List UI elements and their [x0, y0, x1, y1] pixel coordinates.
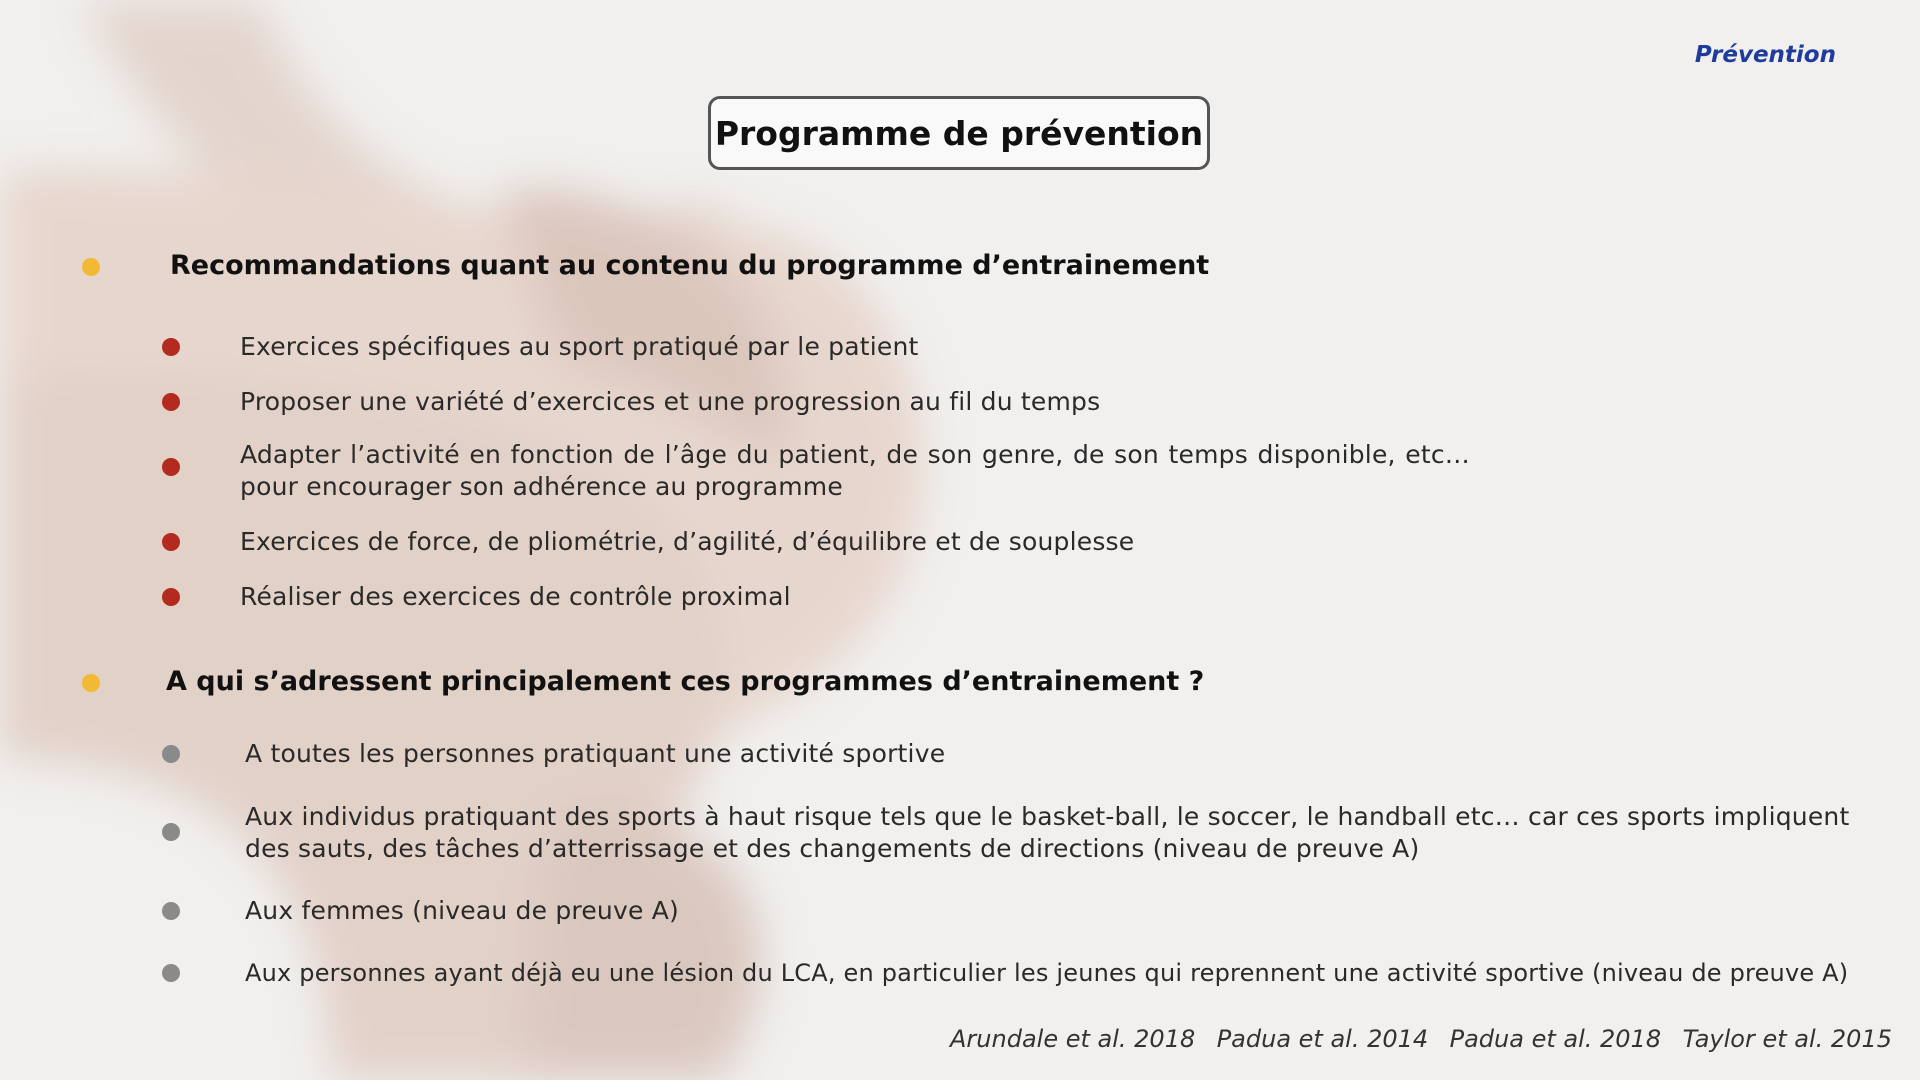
page-title: Programme de prévention [714, 113, 1204, 153]
bullet-yellow [82, 258, 100, 276]
reference: Taylor et al. 2015 [1682, 1025, 1892, 1053]
section2-heading: A qui s’adressent principalement ces programmes d’entrainement ? [166, 666, 1205, 697]
reference: Padua et al. 2014 [1216, 1025, 1429, 1053]
bullet-red [162, 393, 180, 411]
section2-item-2: Aux individus pratiquant des sports à haut risque tels que le basket-ball, le soccer, le handball etc… car ces sports impliquent des sauts, des tâches d’atterrissage et des changements de directions (niveau de preuve A) [245, 802, 1850, 863]
bullet-grey [162, 902, 180, 920]
bullet-yellow [82, 674, 100, 692]
bullet-grey [162, 745, 180, 763]
section1-item-5: Réaliser des exercices de contrôle proximal [240, 582, 791, 611]
section2-item-4: Aux personnes ayant déjà eu une lésion du LCA, en particulier les jeunes qui reprennent une activité sportive (niveau de preuve A) [245, 959, 1849, 987]
bullet-red [162, 533, 180, 551]
section1-item-4: Exercices de force, de pliométrie, d’agilité, d’équilibre et de souplesse [240, 527, 1135, 556]
section-tag: Prévention [1694, 42, 1836, 68]
section1-item-2: Proposer une variété d’exercices et une progression au fil du temps [240, 387, 1101, 416]
reference: Arundale et al. 2018 [950, 1025, 1196, 1053]
bullet-grey [162, 964, 180, 982]
section1-item-1: Exercices spécifiques au sport pratiqué par le patient [240, 332, 919, 361]
bullet-red [162, 338, 180, 356]
section2-item-1: A toutes les personnes pratiquant une activité sportive [245, 739, 946, 768]
section1-item-3: Adapter l’activité en fonction de l’âge du patient, de son genre, de son temps disponible, etc… pour encourager son adhérence au programme [240, 440, 1470, 501]
title-box [708, 96, 1210, 170]
section1-heading: Recommandations quant au contenu du programme d’entrainement [170, 250, 1210, 281]
bullet-grey [162, 823, 180, 841]
bullet-red [162, 588, 180, 606]
reference: Padua et al. 2018 [1449, 1025, 1662, 1053]
section2-item-3: Aux femmes (niveau de preuve A) [245, 896, 679, 925]
references [950, 1025, 1892, 1053]
bullet-red [162, 458, 180, 476]
